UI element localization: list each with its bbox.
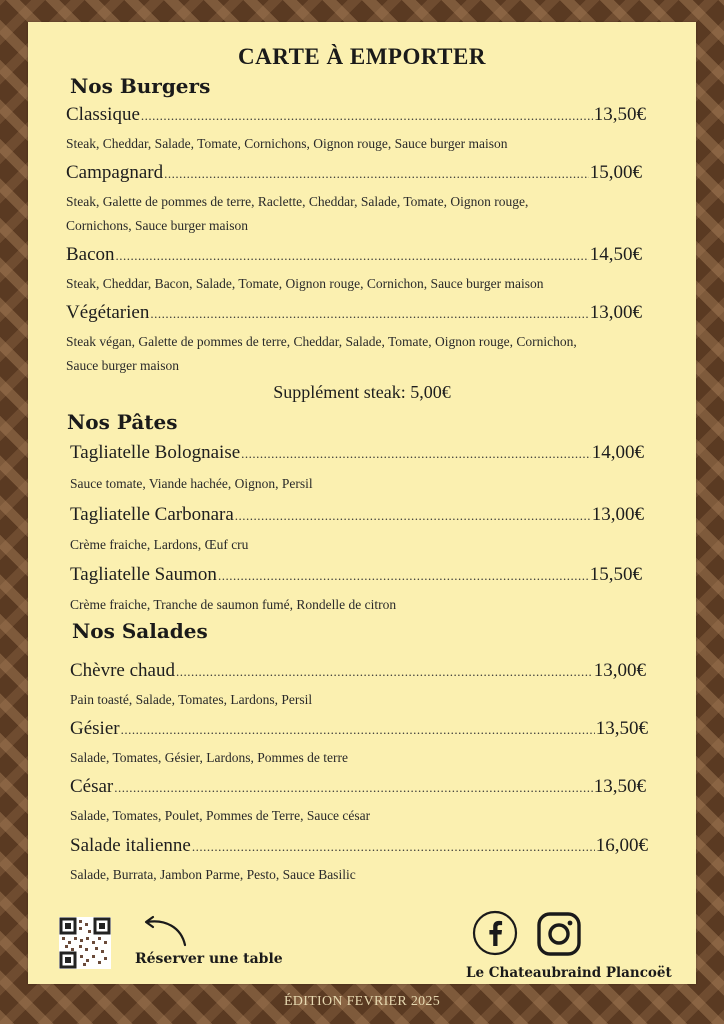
item-description: Pain toasté, Salade, Tomates, Lardons, Persil xyxy=(70,692,313,707)
item-name: Salade italienne xyxy=(70,835,191,856)
dot-leader xyxy=(241,446,591,462)
item-price: 14,50€ xyxy=(589,244,642,265)
item-name: Chèvre chaud xyxy=(70,660,175,681)
section-heading-burgers: Nos Burgers xyxy=(70,74,211,98)
item-description: Salade, Tomates, Poulet, Pommes de Terre, Sauce césar xyxy=(70,808,371,823)
menu-item-campagnard xyxy=(66,162,642,184)
item-name: Tagliatelle Carbonara xyxy=(70,504,234,525)
menu-item-chevre-chaud xyxy=(70,660,646,682)
facebook-icon[interactable] xyxy=(472,910,518,960)
dot-leader xyxy=(235,508,591,524)
item-name: Végétarien xyxy=(66,302,150,323)
item-name: Campagnard xyxy=(66,162,164,183)
menu-item-bacon xyxy=(66,244,642,266)
reserve-table-label[interactable]: Réserver une table xyxy=(135,951,283,967)
dot-leader xyxy=(121,722,595,738)
item-price: 13,00€ xyxy=(593,660,646,681)
item-description: Cornichons, Sauce burger maison xyxy=(66,218,248,233)
item-description: Sauce tomate, Viande hachée, Oignon, Persil xyxy=(70,476,313,491)
dot-leader xyxy=(192,839,595,855)
supplement-note: Supplément steak: 5,00€ xyxy=(273,382,451,402)
item-price: 13,50€ xyxy=(593,104,646,125)
item-description: Steak, Cheddar, Bacon, Salade, Tomate, Oignon rouge, Cornichon, Sauce burger maison xyxy=(66,276,544,291)
curved-arrow-icon xyxy=(141,915,189,953)
menu-item-classique xyxy=(66,104,646,126)
restaurant-name: Le Chateaubraind Plancoët xyxy=(466,965,672,981)
menu-item-carbonara xyxy=(70,504,644,526)
dot-leader xyxy=(114,780,592,796)
menu-item-bolognaise xyxy=(70,442,644,464)
item-price: 14,00€ xyxy=(591,442,644,463)
dot-leader xyxy=(116,248,589,264)
item-price: 15,50€ xyxy=(589,564,642,585)
menu-item-cesar xyxy=(70,776,646,798)
menu-item-vegetarien xyxy=(66,302,642,324)
dot-leader xyxy=(150,306,588,322)
item-name: Classique xyxy=(66,104,140,125)
item-description: Salade, Burrata, Jambon Parme, Pesto, Sauce Basilic xyxy=(70,867,356,882)
item-description: Salade, Tomates, Gésier, Lardons, Pommes de terre xyxy=(70,750,348,765)
dot-leader xyxy=(218,568,589,584)
item-description: Steak végan, Galette de pommes de terre, Cheddar, Salade, Tomate, Oignon rouge, Cornichon, xyxy=(66,334,577,349)
dot-leader xyxy=(141,108,593,124)
item-description: Steak, Cheddar, Salade, Tomate, Cornichons, Oignon rouge, Sauce burger maison xyxy=(66,136,508,151)
item-price: 13,00€ xyxy=(589,302,642,323)
edition-label: ÉDITION FEVRIER 2025 xyxy=(283,994,441,1009)
item-name: Tagliatelle Saumon xyxy=(70,564,217,585)
item-price: 15,00€ xyxy=(589,162,642,183)
item-description: Crème fraiche, Lardons, Œuf cru xyxy=(70,537,249,552)
item-name: César xyxy=(70,776,114,797)
menu-card xyxy=(28,22,696,984)
menu-item-saumon xyxy=(70,564,642,586)
section-heading-pates: Nos Pâtes xyxy=(67,410,178,434)
section-heading-salades: Nos Salades xyxy=(72,619,208,643)
item-price: 13,00€ xyxy=(591,504,644,525)
item-name: Bacon xyxy=(66,244,115,265)
dot-leader xyxy=(176,664,593,680)
menu-item-gesier xyxy=(70,718,648,740)
item-description: Crème fraiche, Tranche de saumon fumé, Rondelle de citron xyxy=(70,597,397,612)
item-price: 13,50€ xyxy=(593,776,646,797)
instagram-icon[interactable] xyxy=(536,911,582,961)
menu-item-salade-italienne xyxy=(70,835,648,857)
item-price: 16,00€ xyxy=(595,835,648,856)
page-title: CARTE À EMPORTER xyxy=(238,44,486,69)
item-name: Gésier xyxy=(70,718,120,739)
item-description: Sauce burger maison xyxy=(66,358,179,373)
qr-code-icon[interactable] xyxy=(59,917,111,969)
item-description: Steak, Galette de pommes de terre, Raclette, Cheddar, Salade, Tomate, Oignon rouge, xyxy=(66,194,529,209)
dot-leader xyxy=(164,166,589,182)
item-price: 13,50€ xyxy=(595,718,648,739)
item-name: Tagliatelle Bolognaise xyxy=(70,442,241,463)
